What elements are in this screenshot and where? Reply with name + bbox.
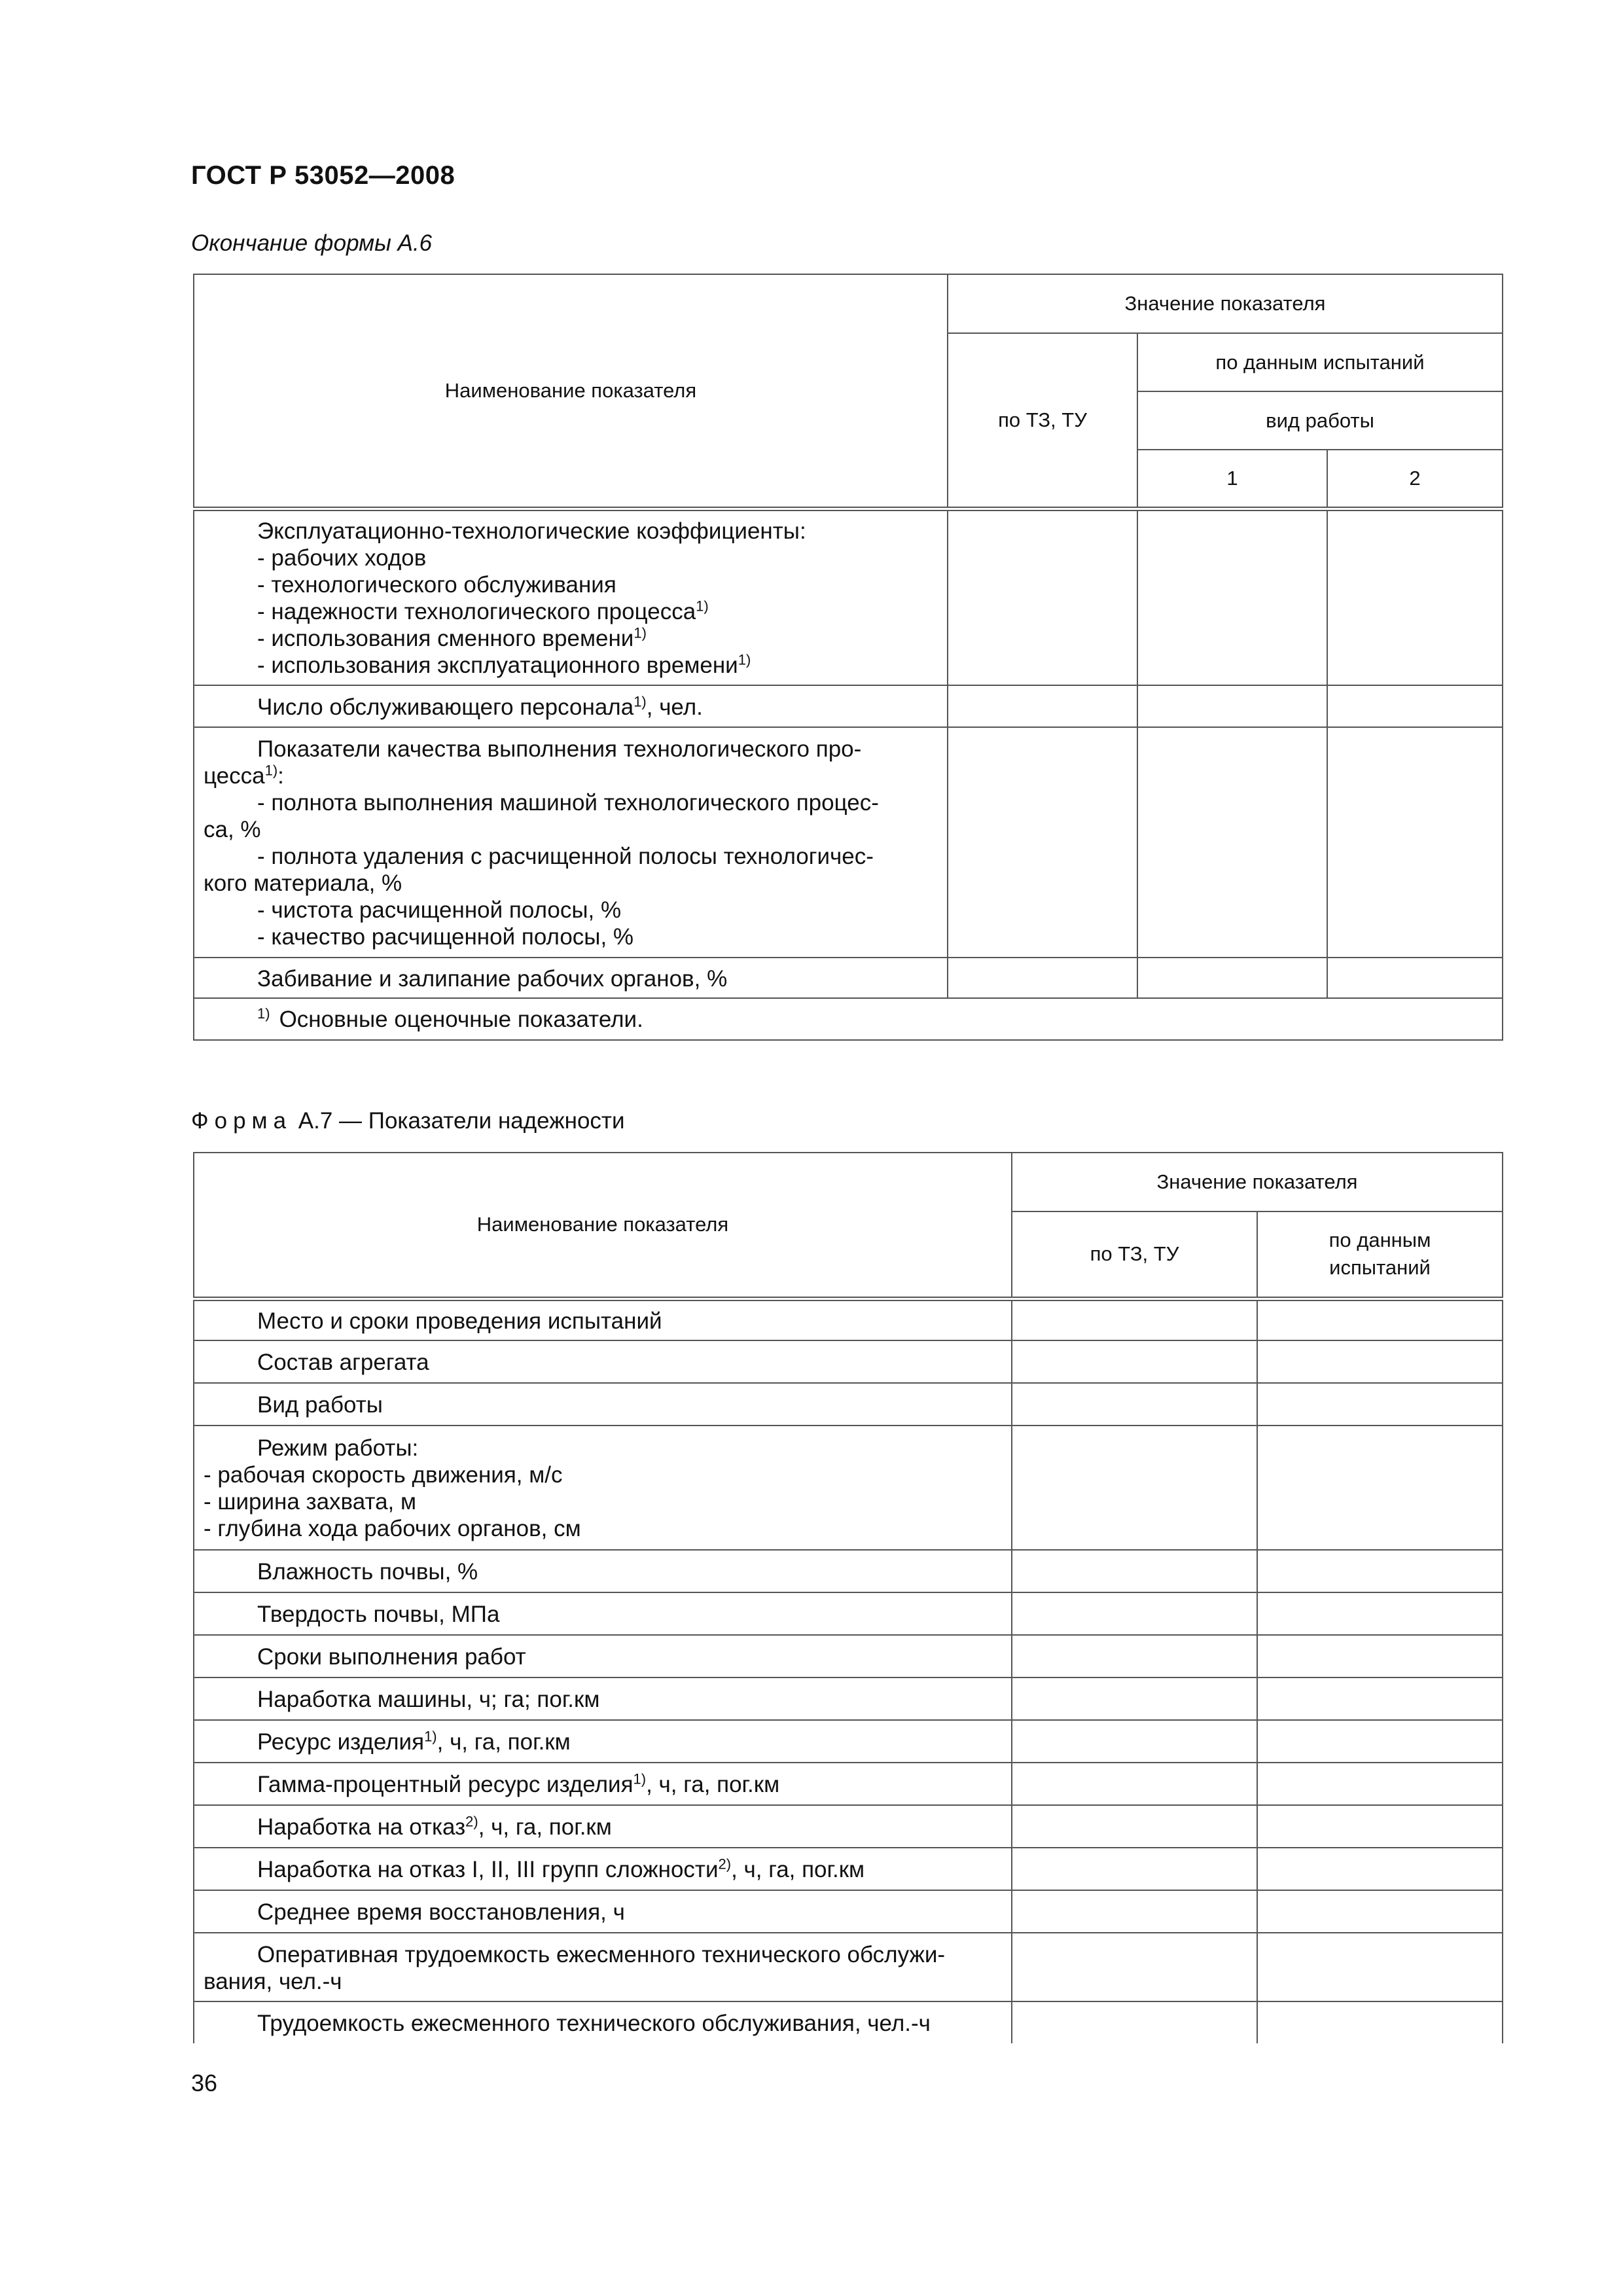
row-text: Состав агрегата xyxy=(257,1350,429,1375)
row-text: Наработка на отказ I, II, III групп сложности xyxy=(257,1857,719,1882)
row-text: Влажность почвы, % xyxy=(257,1559,478,1585)
table-row xyxy=(194,685,1503,727)
value-cell xyxy=(1257,1848,1503,1890)
header-indicator-value: Значение показателя xyxy=(1012,1153,1503,1211)
value-cell xyxy=(1327,685,1503,727)
header-indicator-name: Наименование показателя xyxy=(194,274,948,509)
footnote-mark: 1) xyxy=(633,1770,647,1787)
row-text-tail: , ч, га, пог.км xyxy=(731,1857,865,1882)
form-a6-end-caption: Окончание формы А.6 xyxy=(191,230,433,256)
row-text-tail: , ч, га, пог.км xyxy=(437,1729,571,1755)
value-cell xyxy=(1257,1890,1503,1933)
header-by-test xyxy=(1257,1211,1503,1299)
table-row xyxy=(194,1890,1503,1933)
footnote-mark: 1) xyxy=(696,598,709,615)
value-cell xyxy=(1257,1383,1503,1426)
value-cell xyxy=(1137,727,1327,958)
row-name xyxy=(194,1805,1012,1848)
row-name xyxy=(194,2001,1012,2043)
table-row xyxy=(194,1720,1503,1763)
form-a7-caption xyxy=(191,1108,625,1134)
row-item: - ширина захвата, м xyxy=(204,1489,417,1515)
table-row xyxy=(194,958,1503,998)
value-cell xyxy=(1257,1677,1503,1720)
table-row xyxy=(194,1426,1503,1550)
header-col-2: 2 xyxy=(1327,450,1503,509)
row-name xyxy=(194,1550,1012,1592)
header-indicator-name: Наименование показателя xyxy=(194,1153,1012,1299)
row-title-colon: : xyxy=(277,763,284,789)
footnote-mark: 1) xyxy=(738,651,751,668)
value-cell xyxy=(1257,1805,1503,1848)
row-text: Среднее время восстановления, ч xyxy=(257,1899,625,1925)
row-text: Число обслуживающего персонала xyxy=(257,694,634,720)
row-title: Режим работы: xyxy=(257,1435,419,1461)
row-item: - полнота удаления с расчищенной полосы технологичес- xyxy=(257,844,874,869)
row-item: - технологического обслуживания xyxy=(257,572,616,598)
value-cell xyxy=(1012,1383,1257,1426)
row-item: - использования эксплуатационного времени xyxy=(257,653,738,679)
value-cell xyxy=(1012,1933,1257,2001)
row-item-cont: кого материала, % xyxy=(204,870,402,896)
page-number: 36 xyxy=(191,2070,218,2096)
row-name xyxy=(194,1383,1012,1426)
header-by-test: по данным испытаний xyxy=(1137,333,1503,391)
footnote-text: Основные оценочные показатели. xyxy=(279,1006,643,1032)
table-row xyxy=(194,509,1503,685)
table-row xyxy=(194,1592,1503,1635)
table-row xyxy=(194,1677,1503,1720)
row-item: - надежности технологического процесса xyxy=(257,599,696,625)
value-cell xyxy=(1012,2001,1257,2043)
footnote-mark: 1) xyxy=(633,624,647,641)
footnote-mark: 1) xyxy=(424,1728,437,1745)
value-cell xyxy=(1327,509,1503,685)
table-row xyxy=(194,1340,1503,1383)
value-cell xyxy=(1012,1340,1257,1383)
row-text: Сроки выполнения работ xyxy=(257,1644,526,1670)
row-text: Вид работы xyxy=(257,1392,383,1418)
value-cell xyxy=(1012,1763,1257,1805)
footnote xyxy=(194,998,1503,1040)
row-text: Трудоемкость ежесменного технического обслуживания, чел.-ч xyxy=(257,2011,931,2036)
value-cell xyxy=(948,685,1137,727)
row-name xyxy=(194,1848,1012,1890)
row-name xyxy=(194,685,948,727)
footnote-row xyxy=(194,998,1503,1040)
footnote-mark: 2) xyxy=(718,1856,732,1873)
value-cell xyxy=(1257,1635,1503,1677)
row-name xyxy=(194,1592,1012,1635)
table-row xyxy=(194,1299,1503,1340)
value-cell xyxy=(1257,1340,1503,1383)
form-a7-title: А.7 — Показатели надежности xyxy=(292,1108,625,1134)
value-cell xyxy=(1327,958,1503,998)
table-row xyxy=(194,1635,1503,1677)
form-word: Форма xyxy=(191,1108,293,1134)
table-row xyxy=(194,1805,1503,1848)
row-title: Показатели качества выполнения технологического про- xyxy=(257,736,862,762)
value-cell xyxy=(948,727,1137,958)
row-name xyxy=(194,1763,1012,1805)
form-a6-table xyxy=(193,274,1503,1041)
value-cell xyxy=(1257,2001,1503,2043)
table-row xyxy=(194,2001,1503,2043)
value-cell xyxy=(948,509,1137,685)
table-row xyxy=(194,1550,1503,1592)
footnote-mark: 1) xyxy=(633,692,647,709)
row-text: Твердость почвы, МПа xyxy=(257,1602,500,1627)
row-item: - полнота выполнения машиной технологического процес- xyxy=(257,790,879,816)
table-row xyxy=(194,727,1503,958)
row-text: Оперативная трудоемкость ежесменного технического обслужи- xyxy=(257,1941,946,1967)
row-item: - глубина хода рабочих органов, см xyxy=(204,1516,581,1541)
value-cell xyxy=(1012,1805,1257,1848)
row-title-cont: цесса xyxy=(204,763,265,789)
value-cell xyxy=(1012,1677,1257,1720)
row-text: Гамма-процентный ресурс изделия xyxy=(257,1772,633,1797)
header-work-type: вид работы xyxy=(1137,391,1503,450)
value-cell xyxy=(1257,1550,1503,1592)
header-by-tz: по ТЗ, ТУ xyxy=(1012,1211,1257,1299)
footnote-mark: 1) xyxy=(264,762,278,779)
row-item: - чистота расчищенной полосы, % xyxy=(257,897,622,923)
row-name xyxy=(194,1933,1012,2001)
header-by-test-line2: испытаний xyxy=(1329,1256,1431,1280)
row-name xyxy=(194,1299,1012,1340)
row-title: Эксплуатационно-технологические коэффициенты: xyxy=(257,518,806,545)
row-item: - рабочая скорость движения, м/с xyxy=(204,1462,563,1488)
value-cell xyxy=(1257,1763,1503,1805)
value-cell xyxy=(1257,1426,1503,1550)
header-by-test-line1: по данным xyxy=(1329,1229,1431,1252)
table-row xyxy=(194,1763,1503,1805)
row-item: - использования сменного времени xyxy=(257,626,634,652)
row-text: Забивание и залипание рабочих органов, % xyxy=(257,965,728,992)
row-name xyxy=(194,1677,1012,1720)
table-row xyxy=(194,1383,1503,1426)
row-name xyxy=(194,1340,1012,1383)
value-cell xyxy=(1012,1299,1257,1340)
value-cell xyxy=(1257,1720,1503,1763)
value-cell xyxy=(1012,1848,1257,1890)
value-cell xyxy=(1257,1933,1503,2001)
row-item-cont: са, % xyxy=(204,817,261,842)
row-text: Место и сроки проведения испытаний xyxy=(257,1308,662,1334)
header-col-1: 1 xyxy=(1137,450,1327,509)
value-cell xyxy=(1012,1720,1257,1763)
row-name xyxy=(194,1635,1012,1677)
row-name xyxy=(194,958,948,998)
row-text-tail: , ч, га, пог.км xyxy=(646,1772,780,1797)
row-text-tail: , чел. xyxy=(646,694,703,720)
row-name xyxy=(194,1890,1012,1933)
row-text-cont: вания, чел.-ч xyxy=(204,1968,342,1994)
header-by-tz: по ТЗ, ТУ xyxy=(948,333,1137,509)
value-cell xyxy=(1257,1592,1503,1635)
value-cell xyxy=(1012,1550,1257,1592)
table-row xyxy=(194,1848,1503,1890)
row-item: - рабочих ходов xyxy=(257,545,427,571)
row-name xyxy=(194,1720,1012,1763)
header-indicator-value: Значение показателя xyxy=(948,274,1503,333)
value-cell xyxy=(1012,1635,1257,1677)
value-cell xyxy=(1137,958,1327,998)
footnote-mark: 1) xyxy=(257,1005,270,1022)
table-row xyxy=(194,1933,1503,2001)
value-cell xyxy=(1012,1890,1257,1933)
value-cell xyxy=(1012,1426,1257,1550)
row-name xyxy=(194,509,948,685)
row-name xyxy=(194,727,948,958)
value-cell xyxy=(1137,509,1327,685)
value-cell xyxy=(1257,1299,1503,1340)
row-text: Наработка на отказ xyxy=(257,1814,466,1840)
row-text-tail: , ч, га, пог.км xyxy=(478,1814,612,1840)
value-cell xyxy=(1012,1592,1257,1635)
row-text: Наработка машины, ч; га; пог.км xyxy=(257,1687,600,1712)
form-a7-table xyxy=(193,1152,1503,2043)
footnote-mark: 2) xyxy=(465,1813,478,1830)
document-header: ГОСТ Р 53052—2008 xyxy=(191,161,455,190)
value-cell xyxy=(1327,727,1503,958)
row-name xyxy=(194,1426,1012,1550)
value-cell xyxy=(1137,685,1327,727)
row-item: - качество расчищенной полосы, % xyxy=(257,924,634,950)
row-text: Ресурс изделия xyxy=(257,1729,425,1755)
value-cell xyxy=(948,958,1137,998)
